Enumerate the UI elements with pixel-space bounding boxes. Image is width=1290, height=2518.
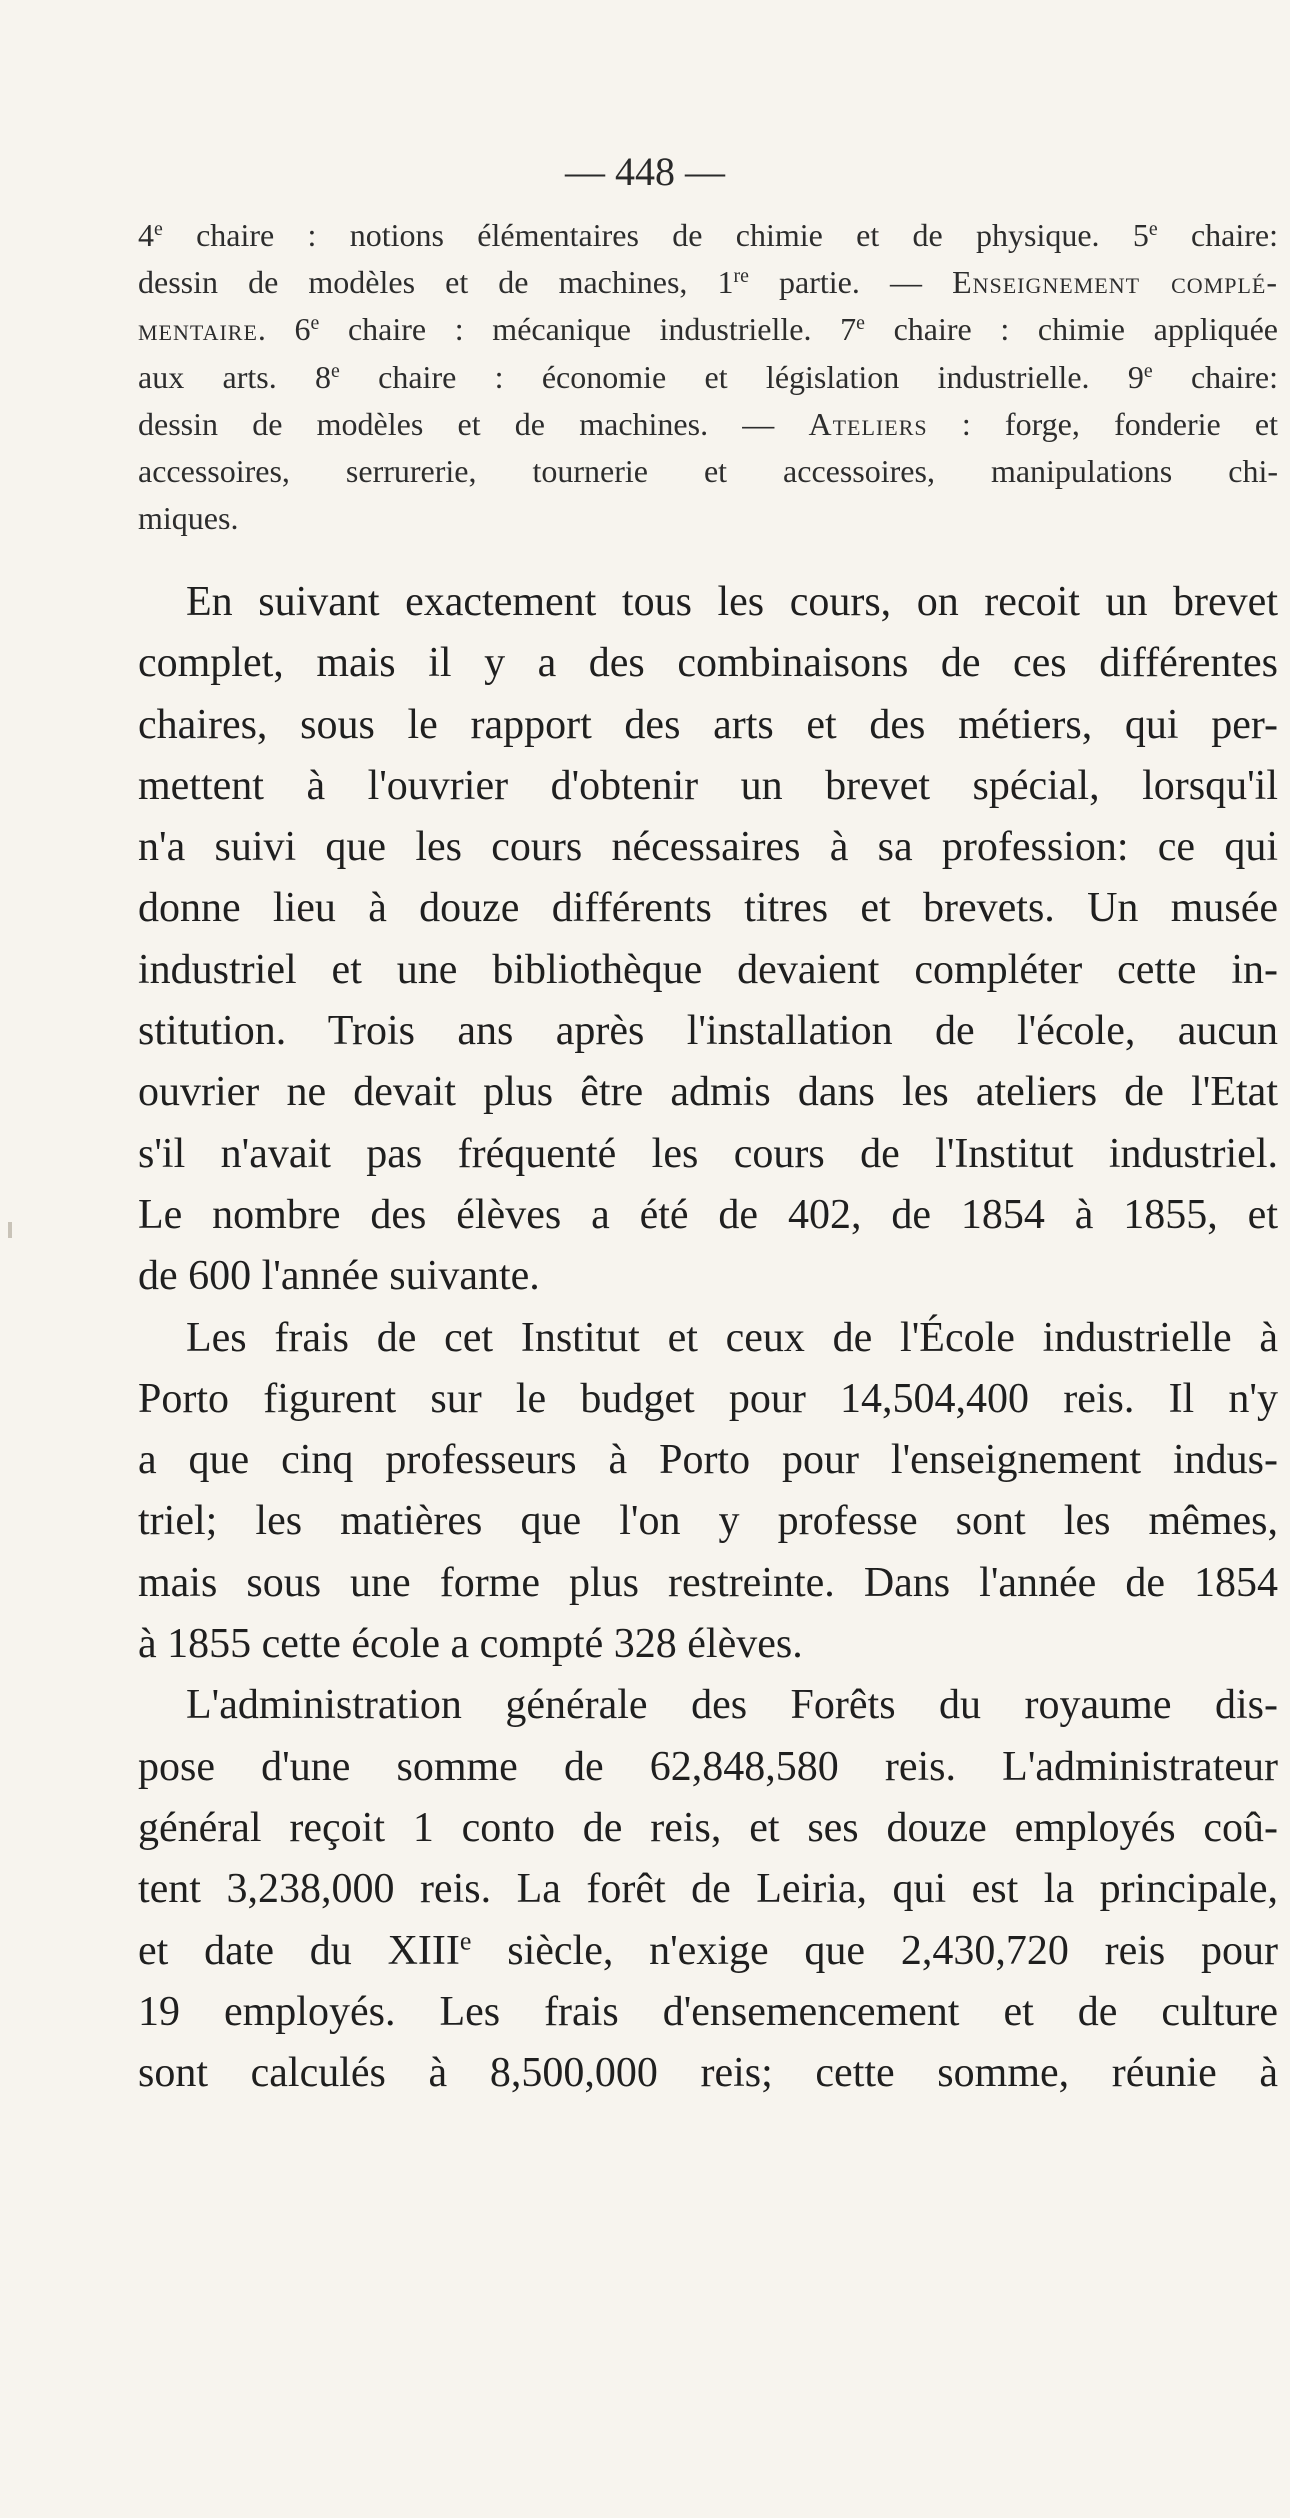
body-line [138, 1001, 1278, 1062]
body-line-text: sont calculés à 8,500,000 reis; cette somme, réunie à [138, 2050, 1278, 2097]
text-segment: miques. [138, 500, 239, 537]
body-line-text: a que cinq professeurs à Porto pour l'enseignement indus- [138, 1437, 1278, 1484]
body-line-text: Le nombre des élèves a été de 402, de 1854 à 1855, et [138, 1191, 1278, 1238]
body-line-text: stitution. Trois ans après l'installation de l'école, aucun [138, 1008, 1278, 1055]
body-line-text: En suivant exactement tous les cours, on recoit un brevet [186, 579, 1278, 625]
course-list-paragraph [138, 212, 1278, 542]
body-line-text: tent 3,238,000 reis. La forêt de Leiria, qui est la principale, [138, 1866, 1278, 1913]
body-line-text: donne lieu à douze différents titres et brevets. Un musée [138, 885, 1278, 932]
superscript-or-heading: Enseignement complé- [952, 264, 1279, 301]
body-line [138, 633, 1278, 694]
body-line-text: de 600 l'année suivante. [138, 1253, 540, 1300]
text-segment: dessin de modèles et de machines, 1 [138, 264, 734, 301]
text-segment: . 6 [257, 311, 311, 348]
course-list-line [138, 212, 1278, 259]
body-line [138, 1062, 1278, 1123]
body-line [138, 940, 1278, 1001]
body-line-text: Les frais de cet Institut et ceux de l'École industrielle à [186, 1314, 1278, 1361]
text-segment: chaire : notions élémentaires de chimie et de physique. 5 [162, 217, 1149, 253]
superscript-or-heading: e [310, 312, 320, 335]
body-line [138, 695, 1278, 756]
margin-mark [8, 1222, 12, 1238]
body-line [138, 1798, 1278, 1859]
superscript-or-heading: e [1148, 218, 1158, 241]
course-list-line [138, 306, 1278, 353]
text-segment: accessoires, serrurerie, tournerie et accessoires, manipulations chi- [138, 453, 1278, 490]
body-line [138, 1675, 1278, 1736]
body-line [138, 878, 1278, 939]
body-line-text: ouvrier ne devait plus être admis dans les ateliers de l'Etat [138, 1069, 1278, 1116]
body-text [138, 572, 1278, 2104]
body-line-text: mais sous une forme plus restreinte. Dans l'année de 1854 [138, 1559, 1278, 1606]
body-line [138, 817, 1278, 878]
body-line-text: n'a suivi que les cours nécessaires à sa profession: ce qui [138, 824, 1278, 871]
body-line [138, 2043, 1278, 2104]
body-line-text: s'il n'avait pas fréquenté les cours de l'Institut industriel. [138, 1130, 1278, 1177]
text-segment: : forge, fonderie et [927, 405, 1279, 442]
course-list-line [138, 401, 1278, 448]
body-line-text: pose d'une somme de 62,848,580 reis. L'administrateur [138, 1743, 1278, 1790]
body-line-text: et date du XIII [138, 1927, 460, 1974]
body-line [138, 1369, 1278, 1430]
body-line-text: 19 employés. Les frais d'ensemencement et de culture [138, 1988, 1278, 2035]
body-line-text: triel; les matières que l'on y professe sont les mêmes, [138, 1498, 1278, 1545]
body-line [138, 1308, 1278, 1369]
superscript-or-heading: e [856, 312, 865, 335]
body-line [138, 1737, 1278, 1798]
body-line-text: L'administration générale des Forêts du royaume dis- [186, 1682, 1278, 1729]
body-line [138, 1491, 1278, 1552]
text-segment: 4 [138, 217, 154, 253]
body-line-text: mettent à l'ouvrier d'obtenir un brevet spécial, lorsqu'il [138, 762, 1278, 809]
body-line [138, 1859, 1278, 1920]
body-line [138, 1614, 1278, 1675]
text-segment: chaire : économie et législation industrielle. 9 [339, 358, 1144, 395]
body-line-text: chaires, sous le rapport des arts et des métiers, qui per- [138, 701, 1278, 748]
body-line [138, 1246, 1278, 1307]
course-list-line [138, 354, 1278, 401]
text-segment: mentaire [138, 311, 258, 348]
body-line-text: à 1855 cette école a compté 328 élèves. [138, 1621, 803, 1668]
text-segment: chaire: [1157, 217, 1279, 253]
body-line [138, 1553, 1278, 1614]
body-line [138, 1185, 1278, 1246]
text-segment: chaire : chimie appliquée [864, 311, 1279, 348]
body-line-text: complet, mais il y a des combinaisons de ces différentes [138, 640, 1278, 687]
body-line [138, 1921, 1278, 1982]
superscript-or-heading: e [331, 359, 340, 382]
superscript-or-heading: e [1143, 359, 1153, 382]
text-segment: aux arts. 8 [138, 358, 332, 395]
body-line-text: Porto figurent sur le budget pour 14,504,400 reis. Il n'y [138, 1375, 1278, 1422]
page-number: — 448 — [565, 149, 725, 194]
body-line [138, 1430, 1278, 1491]
body-line [138, 572, 1278, 633]
body-line-text: siècle, n'exige que 2,430,720 reis pour [471, 1927, 1278, 1974]
course-list-line [138, 259, 1278, 306]
course-list-line [138, 495, 1278, 542]
body-line [138, 756, 1278, 817]
superscript-or-heading: Ateliers [808, 405, 928, 442]
text-segment: dessin de modèles et de machines. — [138, 405, 809, 442]
superscript-or-heading: e [154, 218, 163, 241]
body-line [138, 1982, 1278, 2043]
text-segment: chaire : mécanique industrielle. 7 [319, 311, 857, 348]
body-line-text: général reçoit 1 conto de reis, et ses douze employés coû- [138, 1804, 1278, 1851]
superscript-or-heading: re [733, 265, 749, 288]
text-segment: chaire: [1152, 358, 1279, 395]
superscript: e [459, 1926, 472, 1956]
text-segment: partie. — [748, 264, 953, 301]
body-line-text: industriel et une bibliothèque devaient compléter cette in- [138, 946, 1278, 993]
body-line [138, 1124, 1278, 1185]
course-list-line [138, 448, 1278, 495]
